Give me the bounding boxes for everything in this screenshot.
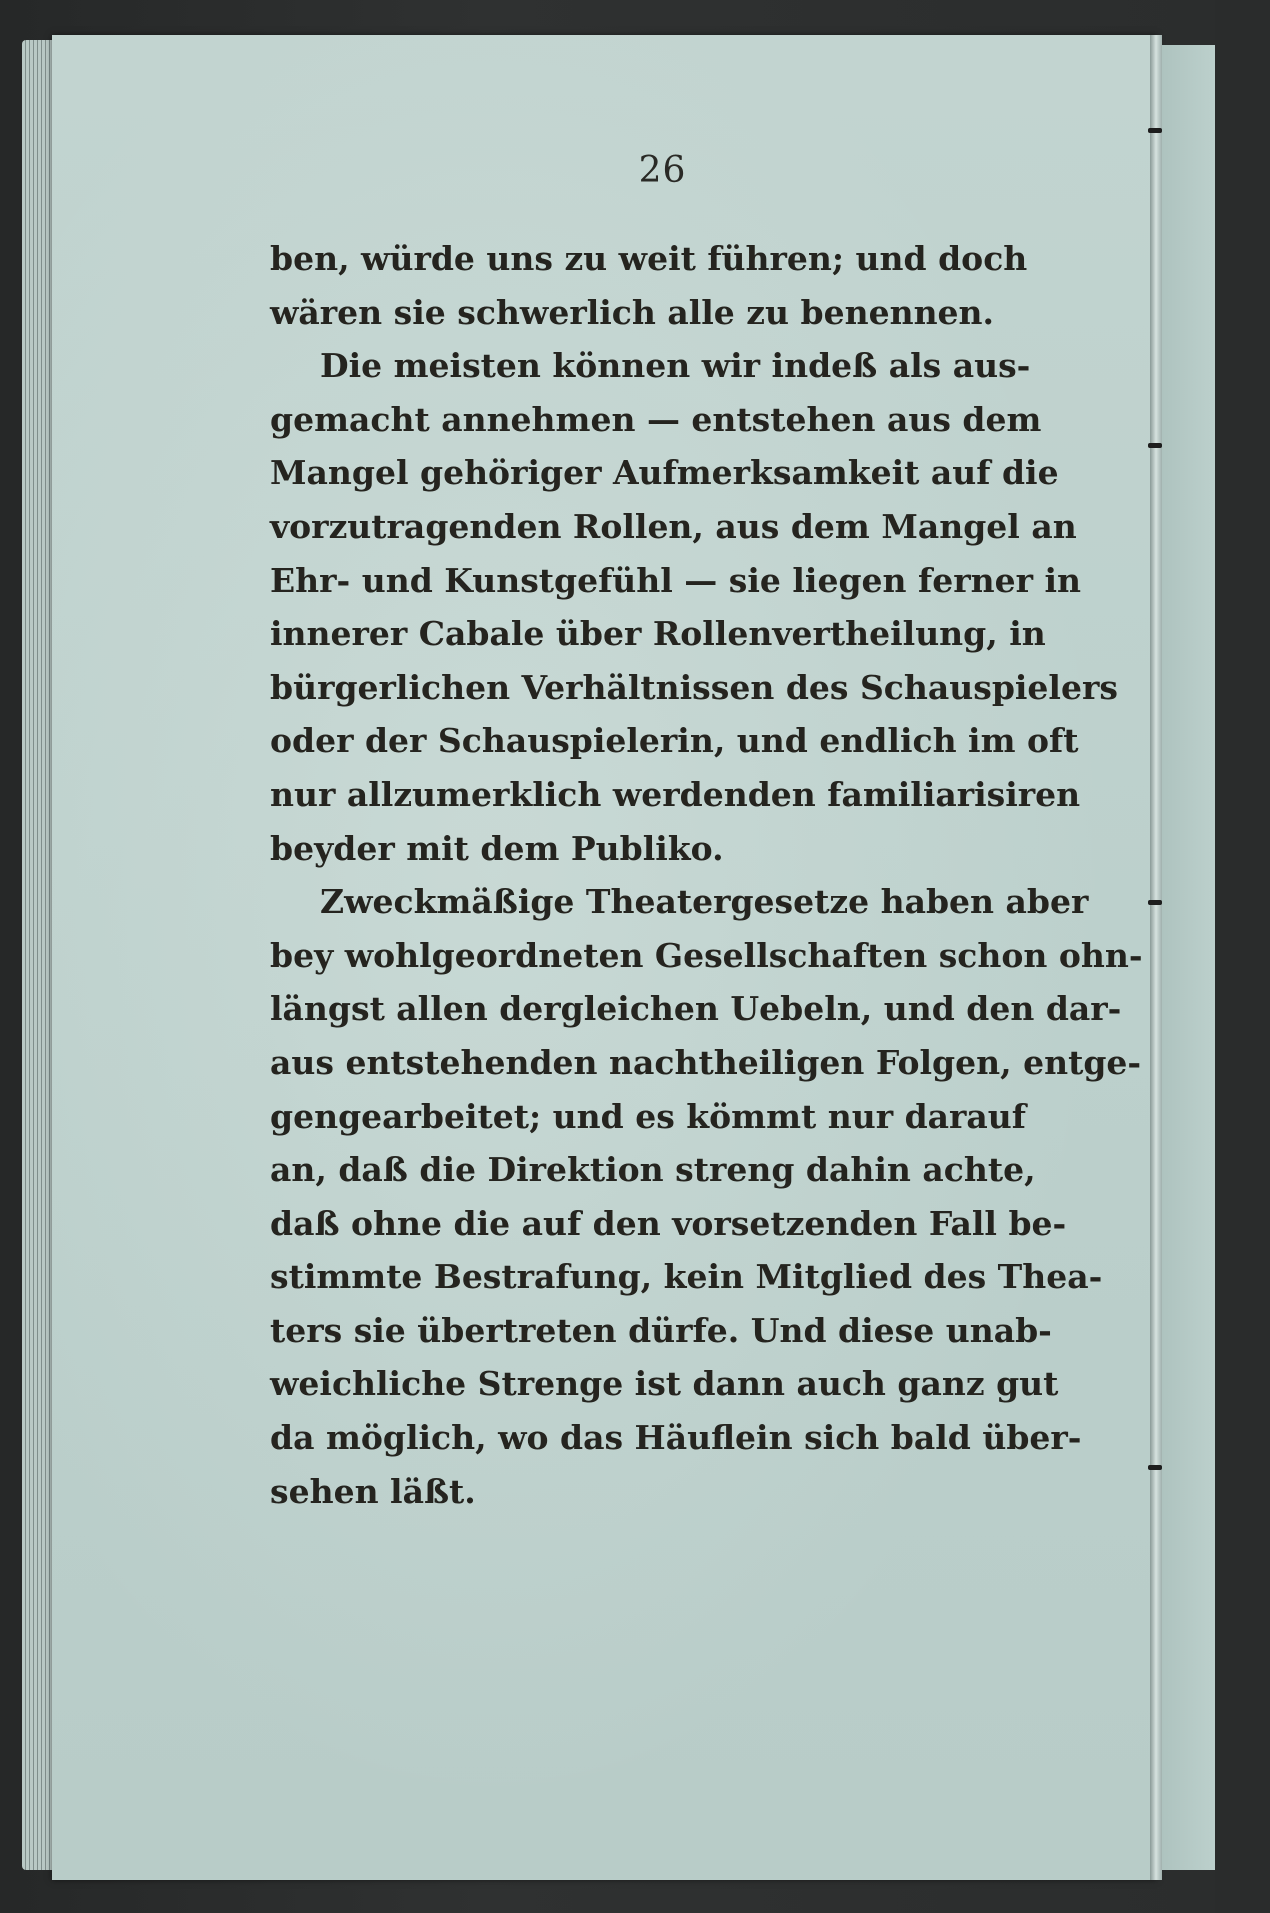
page-number: 26 bbox=[638, 150, 687, 191]
text-line: sehen läßt. bbox=[270, 1471, 476, 1511]
book-gutter bbox=[1150, 35, 1162, 1880]
text-line: daß ohne die auf den vorsetzenden Fall be- bbox=[270, 1203, 1067, 1243]
text-line: oder der Schauspielerin, und endlich im oft bbox=[270, 721, 1079, 761]
binding-stitch bbox=[1148, 1465, 1162, 1470]
text-line: nur allzumerklich werdenden familiarisiren bbox=[270, 774, 1081, 814]
text-line: an, daß die Direktion streng dahin achte, bbox=[270, 1150, 1036, 1190]
text-line: Die meisten können wir indeß als aus- bbox=[320, 346, 1031, 386]
text-line: vorzutragenden Rollen, aus dem Mangel an bbox=[270, 506, 1077, 546]
text-line: bey wohlgeordneten Gesellschaften schon ohn- bbox=[270, 935, 1143, 975]
text-line: ters sie übertreten dürfe. Und diese unab- bbox=[270, 1310, 1052, 1350]
text-line: Ehr- und Kunstgefühl — sie liegen ferner in bbox=[270, 560, 1081, 600]
text-line: Zweckmäßige Theatergesetze haben aber bbox=[320, 882, 1089, 922]
text-line: wären sie schwerlich alle zu benennen. bbox=[270, 292, 995, 332]
text-line: innerer Cabale über Rollenvertheilung, in bbox=[270, 614, 1046, 654]
text-line: stimmte Bestrafung, kein Mitglied des Thea- bbox=[270, 1257, 1103, 1297]
binding-stitch bbox=[1148, 443, 1162, 448]
next-page-edge bbox=[1162, 45, 1215, 1870]
text-line: Mangel gehöriger Aufmerksamkeit auf die bbox=[270, 453, 1059, 493]
text-line: da möglich, wo das Häuflein sich bald über- bbox=[270, 1418, 1082, 1458]
text-line: gengearbeitet; und es kömmt nur darauf bbox=[270, 1096, 1026, 1136]
body-text bbox=[270, 232, 1143, 1518]
text-line: gemacht annehmen — entstehen aus dem bbox=[270, 399, 1042, 439]
binding-stitch bbox=[1148, 128, 1162, 133]
text-line: längst allen dergleichen Uebeln, und den dar- bbox=[270, 989, 1122, 1029]
binding-stitch bbox=[1148, 900, 1162, 905]
text-line: ben, würde uns zu weit führen; und doch bbox=[270, 239, 1028, 278]
text-line: aus entstehenden nachtheiligen Folgen, entge- bbox=[270, 1042, 1142, 1082]
text-line: weichliche Strenge ist dann auch ganz gut bbox=[270, 1364, 1059, 1404]
text-line: bürgerlichen Verhältnissen des Schauspielers bbox=[270, 667, 1118, 707]
text-line: beyder mit dem Publiko. bbox=[270, 828, 724, 868]
